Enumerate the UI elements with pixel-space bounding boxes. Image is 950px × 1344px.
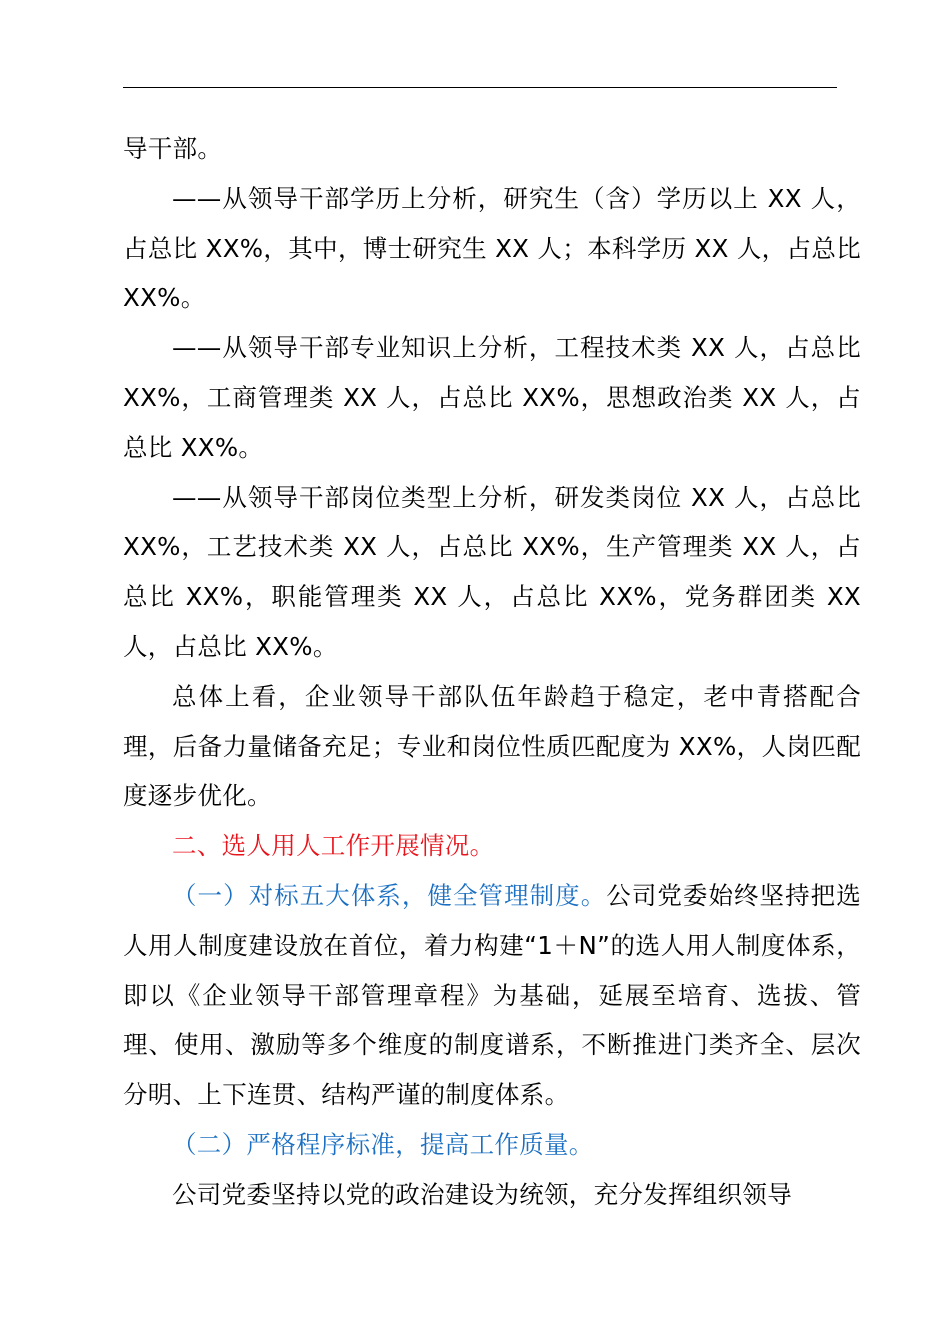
subsection-heading-2: （二）严格程序标准，提高工作质量。 bbox=[172, 1129, 594, 1159]
paragraph-continuation: 导干部。 bbox=[123, 134, 223, 163]
header-rule bbox=[123, 87, 837, 88]
paragraph-expertise-analysis: ——从领导干部专业知识上分析，工程技术类 XX 人，占总比 XX%，工商管理类 XX 人，占总比 XX%，思想政治类 XX 人，占总比 XX%。 bbox=[123, 333, 861, 462]
section-heading: 二、选人用人工作开展情况。 bbox=[172, 831, 495, 861]
paragraph-item-1 bbox=[123, 871, 861, 1120]
paragraph-education-analysis: ——从领导干部学历上分析，研究生（含）学历以上 XX 人，占总比 XX%，其中，博士研究生 XX 人；本科学历 XX 人，占总比 XX%。 bbox=[123, 183, 861, 313]
paragraph-position-analysis: ——从领导干部岗位类型上分析，研发类岗位 XX 人，占总比 XX%，工艺技术类 XX 人，占总比 XX%，生产管理类 XX 人，占总比 XX%，职能管理类 XX 人，占总比 XX%，党务群团类 XX 人，占总比 XX%。 bbox=[123, 482, 861, 661]
paragraph-overall-summary: 总体上看，企业领导干部队伍年龄趋于稳定，老中青搭配合理，后备力量储备充足；专业和岗位性质匹配度为 XX%，人岗匹配度逐步优化。 bbox=[123, 681, 861, 811]
document-body bbox=[123, 124, 861, 1220]
subsection-body-1: 公司党委始终坚持把选人用人制度建设放在首位，着力构建“1＋N”的选人用人制度体系，即以《企业领导干部管理章程》为基础，延展至培育、选拔、管理、使用、激励等多个维度的制度谱系，不断推进门类齐全、层次分明、上下连贯、结构严谨的制度体系。 bbox=[123, 880, 861, 1110]
subsection-body-2: 公司党委坚持以党的政治建设为统领，充分发挥组织领导 bbox=[172, 1179, 792, 1209]
subsection-heading-1: （一）对标五大体系，健全管理制度。 bbox=[172, 880, 607, 910]
